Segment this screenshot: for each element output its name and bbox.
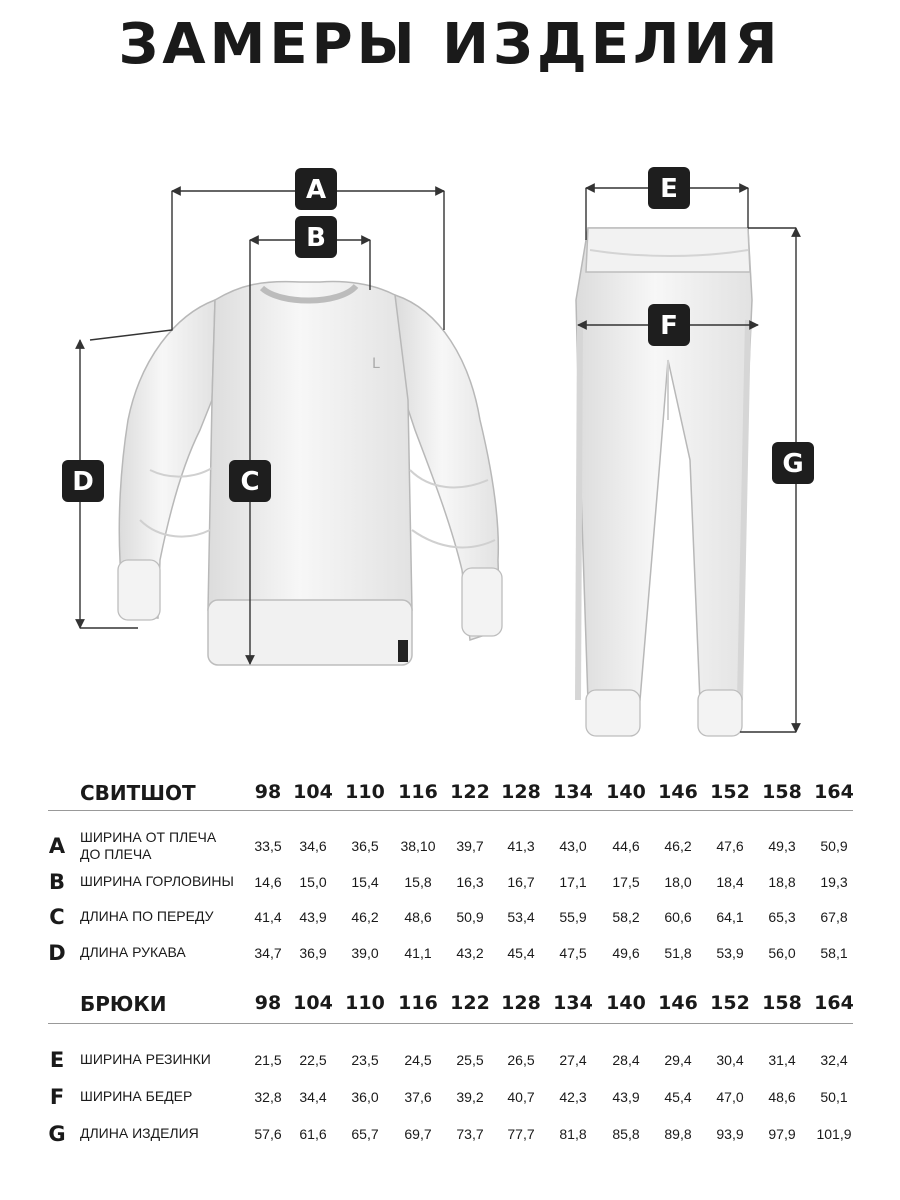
table-cell: 23,5 bbox=[351, 1052, 379, 1068]
table-cell: 67,8 bbox=[820, 909, 848, 925]
svg-text:A: A bbox=[305, 175, 327, 205]
row-label: ДЛИНА ИЗДЕЛИЯ bbox=[80, 1125, 199, 1141]
brand-logo-icon: L bbox=[372, 356, 380, 372]
table-cell: 28,4 bbox=[612, 1052, 640, 1068]
table-cell: 53,9 bbox=[716, 945, 744, 961]
svg-text:G: G bbox=[782, 449, 804, 479]
table-cell: 34,7 bbox=[254, 945, 282, 961]
size-header: 122 bbox=[450, 781, 490, 803]
size-header: 158 bbox=[762, 781, 802, 803]
size-header: 122 bbox=[450, 992, 490, 1014]
size-header: 110 bbox=[345, 781, 385, 803]
row-label: ШИРИНА РЕЗИНКИ bbox=[80, 1051, 211, 1067]
table-cell: 65,3 bbox=[768, 909, 796, 925]
table-cell: 44,6 bbox=[612, 838, 640, 854]
size-header: 152 bbox=[710, 781, 750, 803]
row-letter: D bbox=[48, 941, 66, 965]
table-cell: 47,0 bbox=[716, 1089, 744, 1105]
row-letter: A bbox=[48, 834, 66, 858]
table-cell: 39,7 bbox=[456, 838, 484, 854]
row-letter: C bbox=[49, 905, 65, 929]
size-header: 140 bbox=[606, 781, 646, 803]
table-cell: 19,3 bbox=[820, 874, 848, 890]
table-cell: 43,9 bbox=[612, 1089, 640, 1105]
table-cell: 41,4 bbox=[254, 909, 282, 925]
table-cell: 16,3 bbox=[456, 874, 484, 890]
size-header: 164 bbox=[814, 781, 854, 803]
svg-text:E: E bbox=[660, 174, 678, 204]
table-cell: 40,7 bbox=[507, 1089, 535, 1105]
table-cell: 60,6 bbox=[664, 909, 692, 925]
row-letter: F bbox=[49, 1085, 65, 1109]
table-divider bbox=[48, 810, 853, 811]
table-cell: 51,8 bbox=[664, 945, 692, 961]
table-cell: 27,4 bbox=[559, 1052, 587, 1068]
label-d-tag bbox=[62, 460, 104, 502]
table-cell: 56,0 bbox=[768, 945, 796, 961]
size-header: 134 bbox=[553, 781, 593, 803]
row-label: ДЛИНА ПО ПЕРЕДУ bbox=[80, 908, 214, 924]
size-header: 146 bbox=[658, 992, 698, 1014]
table-cell: 89,8 bbox=[664, 1126, 692, 1142]
table-cell: 81,8 bbox=[559, 1126, 587, 1142]
table-cell: 55,9 bbox=[559, 909, 587, 925]
size-header: 98 bbox=[254, 992, 282, 1014]
page-title: ЗАМЕРЫ ИЗДЕЛИЯ bbox=[118, 12, 782, 77]
table-cell: 34,6 bbox=[299, 838, 327, 854]
size-header: 146 bbox=[658, 781, 698, 803]
table-cell: 47,5 bbox=[559, 945, 587, 961]
row-label: ДЛИНА РУКАВА bbox=[80, 944, 186, 960]
table-cell: 18,0 bbox=[664, 874, 692, 890]
row-label: ШИРИНА ГОРЛОВИНЫ bbox=[80, 873, 234, 889]
size-header: 140 bbox=[606, 992, 646, 1014]
table-cell: 85,8 bbox=[612, 1126, 640, 1142]
row-letter: E bbox=[49, 1048, 65, 1072]
table-cell: 64,1 bbox=[716, 909, 744, 925]
table-cell: 18,4 bbox=[716, 874, 744, 890]
table-cell: 45,4 bbox=[507, 945, 535, 961]
table-cell: 43,9 bbox=[299, 909, 327, 925]
svg-text:D: D bbox=[72, 467, 94, 497]
table-cell: 50,9 bbox=[820, 838, 848, 854]
table-cell: 22,5 bbox=[299, 1052, 327, 1068]
table-cell: 48,6 bbox=[404, 909, 432, 925]
svg-text:F: F bbox=[660, 311, 678, 341]
label-a-tag bbox=[295, 168, 337, 210]
label-b-tag bbox=[295, 216, 337, 258]
size-header: 128 bbox=[501, 992, 541, 1014]
size-header: 104 bbox=[293, 992, 333, 1014]
size-header: 98 bbox=[254, 781, 282, 803]
size-header: 134 bbox=[553, 992, 593, 1014]
label-g-tag bbox=[772, 442, 814, 484]
row-label: ШИРИНА БЕДЕР bbox=[80, 1088, 193, 1104]
size-header: 110 bbox=[345, 992, 385, 1014]
size-header: 128 bbox=[501, 781, 541, 803]
table-cell: 25,5 bbox=[456, 1052, 484, 1068]
sweatshirt-illustration bbox=[118, 282, 502, 665]
label-e-tag bbox=[648, 167, 690, 209]
table-cell: 97,9 bbox=[768, 1126, 796, 1142]
table-cell: 34,4 bbox=[299, 1089, 327, 1105]
sweatshirt-table-title: СВИТШОТ bbox=[80, 781, 196, 805]
table-cell: 50,1 bbox=[820, 1089, 848, 1105]
table-cell: 31,4 bbox=[768, 1052, 796, 1068]
table-cell: 38,10 bbox=[400, 838, 436, 854]
table-cell: 101,9 bbox=[816, 1126, 852, 1142]
table-cell: 24,5 bbox=[404, 1052, 432, 1068]
table-cell: 17,1 bbox=[559, 874, 587, 890]
row-letter: B bbox=[48, 870, 65, 894]
table-cell: 30,4 bbox=[716, 1052, 744, 1068]
table-cell: 93,9 bbox=[716, 1126, 744, 1142]
table-cell: 18,8 bbox=[768, 874, 796, 890]
size-header: 104 bbox=[293, 781, 333, 803]
table-cell: 50,9 bbox=[456, 909, 484, 925]
table-cell: 77,7 bbox=[507, 1126, 535, 1142]
table-cell: 53,4 bbox=[507, 909, 535, 925]
table-cell: 37,6 bbox=[404, 1089, 432, 1105]
table-divider bbox=[48, 1023, 853, 1024]
row-label: ШИРИНА ОТ ПЛЕЧА ДО ПЛЕЧА bbox=[80, 829, 217, 862]
table-cell: 58,1 bbox=[820, 945, 848, 961]
table-cell: 15,0 bbox=[299, 874, 327, 890]
table-cell: 14,6 bbox=[254, 874, 282, 890]
table-cell: 32,8 bbox=[254, 1089, 282, 1105]
size-header: 164 bbox=[814, 992, 854, 1014]
table-cell: 43,0 bbox=[559, 838, 587, 854]
svg-text:B: B bbox=[306, 223, 326, 253]
table-cell: 69,7 bbox=[404, 1126, 432, 1142]
label-c-tag bbox=[229, 460, 271, 502]
table-cell: 61,6 bbox=[299, 1126, 327, 1142]
table-cell: 43,2 bbox=[456, 945, 484, 961]
row-letter: G bbox=[48, 1122, 66, 1146]
table-cell: 32,4 bbox=[820, 1052, 848, 1068]
table-cell: 15,8 bbox=[404, 874, 432, 890]
table-cell: 46,2 bbox=[351, 909, 379, 925]
table-cell: 46,2 bbox=[664, 838, 692, 854]
table-cell: 41,3 bbox=[507, 838, 535, 854]
table-cell: 47,6 bbox=[716, 838, 744, 854]
svg-text:C: C bbox=[240, 467, 260, 497]
table-cell: 21,5 bbox=[254, 1052, 282, 1068]
size-header: 116 bbox=[398, 781, 438, 803]
table-cell: 26,5 bbox=[507, 1052, 535, 1068]
size-header: 116 bbox=[398, 992, 438, 1014]
table-cell: 17,5 bbox=[612, 874, 640, 890]
table-cell: 15,4 bbox=[351, 874, 379, 890]
table-cell: 58,2 bbox=[612, 909, 640, 925]
pants-table-title: БРЮКИ bbox=[80, 992, 167, 1016]
table-cell: 73,7 bbox=[456, 1126, 484, 1142]
table-cell: 39,0 bbox=[351, 945, 379, 961]
table-cell: 65,7 bbox=[351, 1126, 379, 1142]
table-cell: 36,5 bbox=[351, 838, 379, 854]
table-cell: 29,4 bbox=[664, 1052, 692, 1068]
table-cell: 36,9 bbox=[299, 945, 327, 961]
table-cell: 49,3 bbox=[768, 838, 796, 854]
table-cell: 42,3 bbox=[559, 1089, 587, 1105]
table-cell: 41,1 bbox=[404, 945, 432, 961]
table-cell: 36,0 bbox=[351, 1089, 379, 1105]
table-cell: 16,7 bbox=[507, 874, 535, 890]
table-cell: 39,2 bbox=[456, 1089, 484, 1105]
table-cell: 48,6 bbox=[768, 1089, 796, 1105]
size-header: 158 bbox=[762, 992, 802, 1014]
size-header: 152 bbox=[710, 992, 750, 1014]
table-cell: 49,6 bbox=[612, 945, 640, 961]
table-cell: 33,5 bbox=[254, 838, 282, 854]
table-cell: 57,6 bbox=[254, 1126, 282, 1142]
measurement-diagram bbox=[0, 150, 900, 750]
table-cell: 45,4 bbox=[664, 1089, 692, 1105]
label-f-tag bbox=[648, 304, 690, 346]
